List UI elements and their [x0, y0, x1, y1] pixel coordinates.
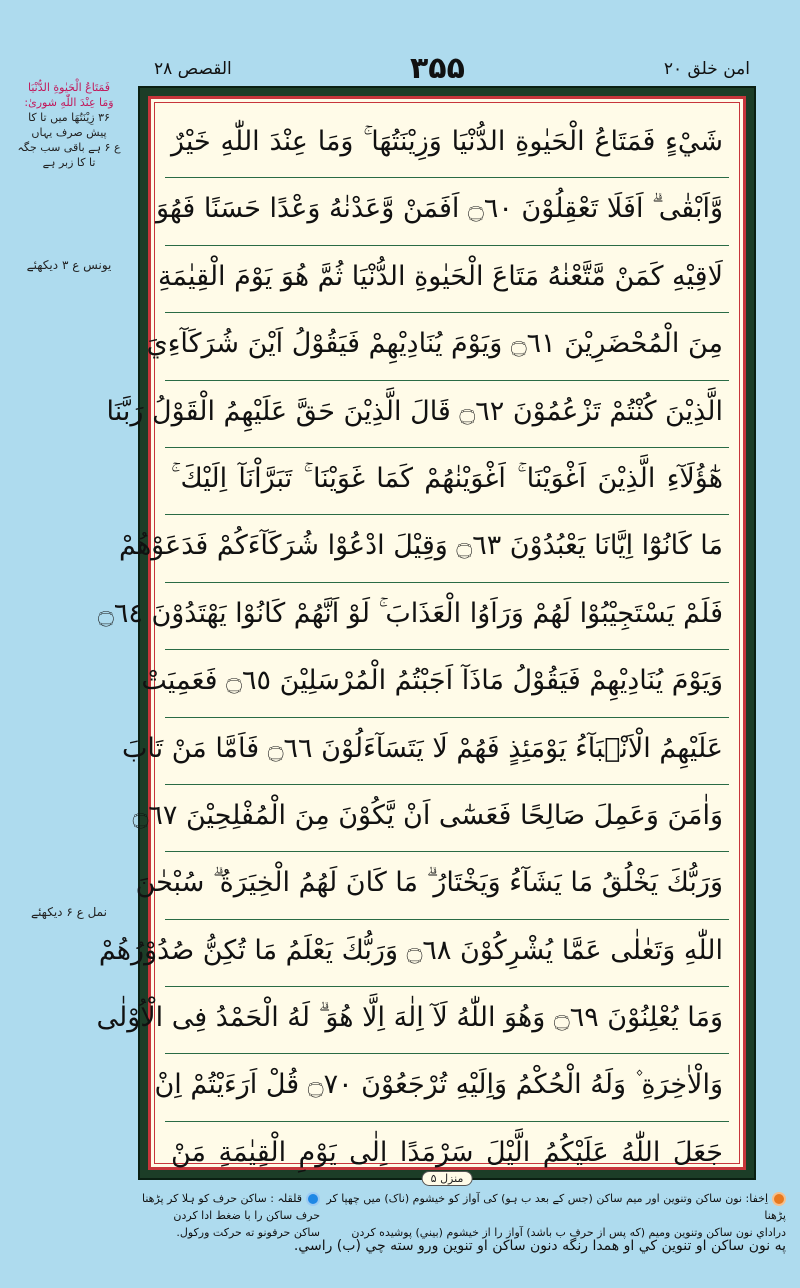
margin-note-line: ۳۶ زِيْنَتُهَا میں تا کا — [28, 111, 110, 124]
text-line: لَاقِيْهِ كَمَنْ مَّتَّعْنٰهُ مَتَاعَ الْحَيٰوةِ الدُّنْيَا ثُمَّ هُوَ يَوْمَ الْقِيٰمَةِ — [165, 246, 729, 313]
qalqala-text-2: حرف ساکن را با ضغط ادا کردن — [173, 1209, 320, 1222]
page-header — [140, 51, 750, 87]
tajweed-legend — [0, 1190, 800, 1288]
margin-note-top — [14, 80, 124, 170]
qalqala-text: قلقلہ : ساکن حرف کو ہلا کر پڑھنا — [141, 1192, 302, 1205]
juz-label: امن خلق ۲۰ — [663, 59, 750, 79]
text-line: وَاٰمَنَ وَعَمِلَ صَالِحًا فَعَسٰٓى اَنْ يَّكُوْنَ مِنَ الْمُفْلِحِيْنَ ۝٦٧ — [165, 785, 729, 852]
quran-text — [96, 111, 729, 1189]
ikhfa-color-icon — [772, 1192, 786, 1206]
margin-note-line: پیش صرف یہاں — [31, 126, 107, 139]
text-line: وَّاَبْقٰى ۗ اَفَلَا تَعْقِلُوْنَ ۝٦٠ اَفَمَنْ وَّعَدْنٰهُ وَعْدًا حَسَنًا فَهُوَ — [165, 178, 729, 245]
manzil-badge: منزل ۵ — [422, 1171, 473, 1186]
text-line: وَرَبُّكَ يَخْلُقُ مَا يَشَآءُ وَيَخْتَارُ ۗ مَا كَانَ لَهُمُ الْخِيَرَةُ ۗ سُبْحٰنَ — [165, 852, 729, 919]
legend-bottom-text: په نون ساكن او تنوين كي او همدا رنگه دنون ساكن او تنوين ورو سته چي (ب) راسي. — [293, 1238, 786, 1254]
page-frame — [96, 86, 756, 1185]
text-line: الَّذِيْنَ كُنْتُمْ تَزْعُمُوْنَ ۝٦٢ قَالَ الَّذِيْنَ حَقَّ عَلَيْهِمُ الْقَوْلُ رَبَّنَا — [165, 381, 729, 448]
qalqala-color-icon — [306, 1192, 320, 1206]
ikhfa-legend — [316, 1190, 786, 1241]
ikhfa-text: اِخفا: نون ساکن وتنوین اور میم ساکن (جس کے بعد ب ہو) کی آواز کو خیشوم (ناک) میں چھپا کر پڑھنا — [326, 1192, 786, 1222]
margin-note-yunus: یونس ع ۳ دیکھئے — [26, 258, 112, 272]
text-line: وَمَا يُعْلِنُوْنَ ۝٦٩ وَهُوَ اللّٰهُ لَآ اِلٰهَ اِلَّا هُوَ ۗ لَهُ الْحَمْدُ فِى الْاُوْلٰى — [165, 987, 729, 1054]
margin-note-line: ع ۶ ہے باقی سب جگہ — [17, 141, 121, 154]
qalqala-legend — [60, 1190, 320, 1241]
margin-note-line: تا کا زبر ہے — [42, 156, 96, 169]
margin-note-naml: نمل ع ۶ دیکھئے — [31, 905, 107, 919]
text-line: مَا كَانُوْٓا اِيَّانَا يَعْبُدُوْنَ ۝٦٣ وَقِيْلَ ادْعُوْا شُرَكَآءَكُمْ فَدَعَوْهُمْ — [165, 515, 729, 582]
ikhfa-text-2: دراداي نون ساكن وتنوين وميم (كه پس از حرف ب باشد) آواز را از خيشوم (بيني) پوشيده کردن — [351, 1226, 786, 1239]
page-number: ۳۵۵ — [410, 51, 465, 86]
qalqala-text-3: ساكن حرفونو ته حركت ورکول. — [176, 1226, 320, 1239]
text-line: وَالْاٰخِرَةِ ۫ وَلَهُ الْحُكْمُ وَاِلَيْهِ تُرْجَعُوْنَ ۝٧٠ قُلْ اَرَءَيْتُمْ اِنْ — [165, 1054, 729, 1121]
text-line: مِنَ الْمُحْضَرِيْنَ ۝٦١ وَيَوْمَ يُنَادِيْهِمْ فَيَقُوْلُ اَيْنَ شُرَكَآءِيَ — [165, 313, 729, 380]
text-line: هٰٓؤُلَآءِ الَّذِيْنَ اَغْوَيْنَا ۚ اَغْوَيْنٰهُمْ كَمَا غَوَيْنَا ۚ تَبَرَّاْنَآ اِلَيْكَ ۚ — [165, 448, 729, 515]
text-line: شَيْءٍ فَمَتَاعُ الْحَيٰوةِ الدُّنْيَا وَزِيْنَتُهَا ۚ وَمَا عِنْدَ اللّٰهِ خَيْرٌ — [165, 111, 729, 178]
margin-note-line: وَمَا عِنْدَ اللّٰهِ شوریٰ: — [24, 96, 114, 109]
text-line: اللّٰهِ وَتَعٰلٰى عَمَّا يُشْرِكُوْنَ ۝٦٨ وَرَبُّكَ يَعْلَمُ مَا تُكِنُّ صُدُوْرُهُمْ — [165, 920, 729, 987]
margin-note-line: فَمَتَاعُ الْحَيٰوةِ الدُّنْيَا — [27, 81, 111, 94]
text-line: عَلَيْهِمُ الْاَنْۢبَآءُ يَوْمَئِذٍ فَهُمْ لَا يَتَسَآءَلُوْنَ ۝٦٦ فَاَمَّا مَنْ تَابَ — [165, 718, 729, 785]
text-panel — [96, 96, 746, 1170]
text-line: جَعَلَ اللّٰهُ عَلَيْكُمُ الَّيْلَ سَرْمَدًا اِلٰى يَوْمِ الْقِيٰمَةِ مَنْ — [171, 1136, 723, 1168]
text-line: فَلَمْ يَسْتَجِيْبُوْا لَهُمْ وَرَاَوُا الْعَذَابَ ۚ لَوْ اَنَّهُمْ كَانُوْا يَهْتَدُوْنَ ۝٦٤ — [165, 583, 729, 650]
text-line: وَيَوْمَ يُنَادِيْهِمْ فَيَقُوْلُ مَاذَآ اَجَبْتُمُ الْمُرْسَلِيْنَ ۝٦٥ فَعَمِيَتْ — [165, 650, 729, 717]
surah-label: القصص ۲۸ — [154, 59, 232, 79]
